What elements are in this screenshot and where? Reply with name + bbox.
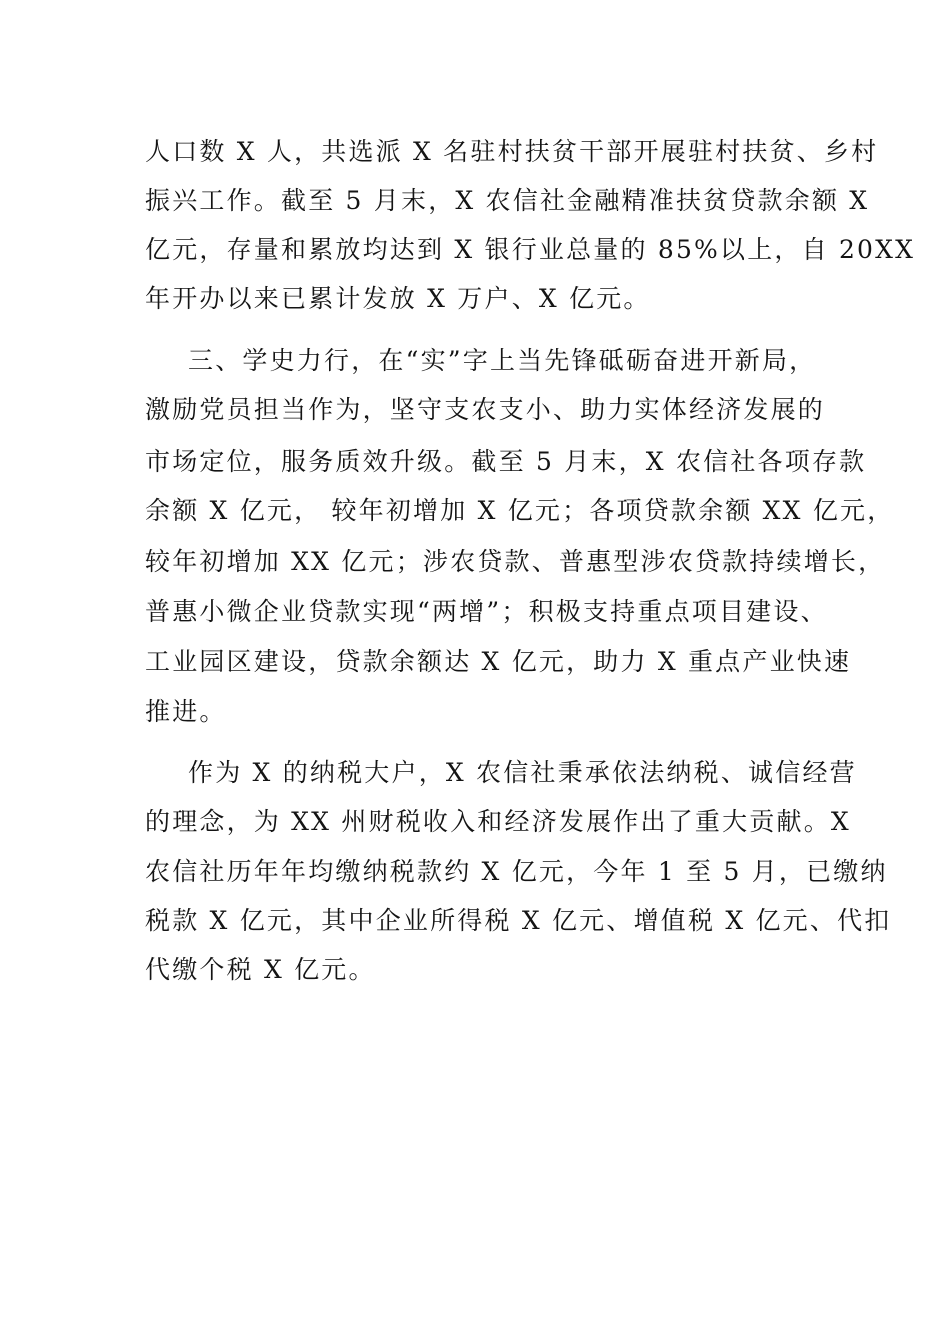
- paragraph-2-line-8: 推进。: [145, 697, 227, 726]
- paragraph-2-line-3: 市场定位，服务质效升级。截至 5 月末，X 农信社各项存款: [145, 447, 867, 476]
- paragraph-2-line-5: 较年初增加 XX 亿元；涉农贷款、普惠型涉农贷款持续增长，: [145, 547, 886, 576]
- paragraph-1-line-3: 亿元，存量和累放均达到 X 银行业总量的 85%以上，自 20XX: [145, 235, 916, 264]
- paragraph-1-line-2: 振兴工作。截至 5 月末，X 农信社金融精准扶贫贷款余额 X: [145, 186, 870, 215]
- paragraph-3-line-2: 的理念，为 XX 州财税收入和经济发展作出了重大贡献。X: [145, 807, 851, 836]
- paragraph-2-line-4: 余额 X 亿元， 较年初增加 X 亿元；各项贷款余额 XX 亿元，: [145, 496, 895, 525]
- paragraph-1-line-4: 年开办以来已累计发放 X 万户、X 亿元。: [145, 284, 651, 313]
- paragraph-1-line-1: 人口数 X 人，共选派 X 名驻村扶贫干部开展驻村扶贫、乡村: [145, 137, 879, 166]
- paragraph-2-line-6: 普惠小微企业贷款实现“两增”；积极支持重点项目建设、: [145, 597, 828, 626]
- paragraph-3-line-4: 税款 X 亿元，其中企业所得税 X 亿元、增值税 X 亿元、代扣: [145, 906, 892, 935]
- paragraph-3-line-3: 农信社历年年均缴纳税款约 X 亿元，今年 1 至 5 月，已缴纳: [145, 857, 888, 886]
- paragraph-3-line-5: 代缴个税 X 亿元。: [145, 955, 376, 984]
- paragraph-2-line-1: 三、学史力行，在“实”字上当先锋砥砺奋进开新局，: [188, 346, 817, 375]
- paragraph-2-line-7: 工业园区建设，贷款余额达 X 亿元，助力 X 重点产业快速: [145, 647, 852, 676]
- paragraph-3-line-1: 作为 X 的纳税大户，X 农信社秉承依法纳税、诚信经营: [188, 758, 857, 787]
- paragraph-2-line-2: 激励党员担当作为，坚守支农支小、助力实体经济发展的: [145, 395, 826, 424]
